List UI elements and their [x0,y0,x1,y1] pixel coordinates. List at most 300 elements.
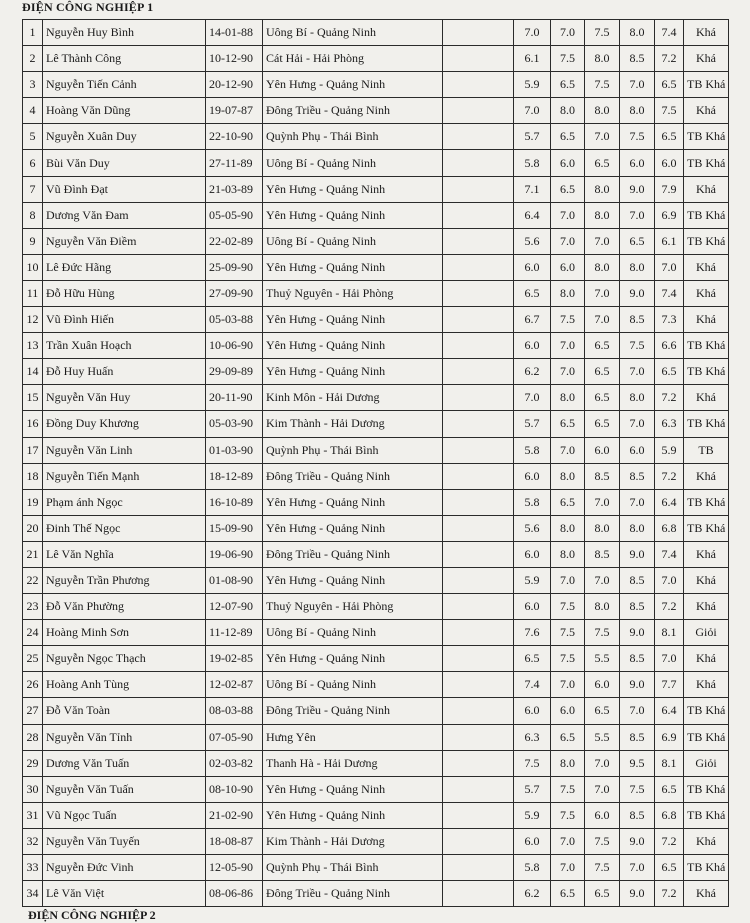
score-4: 9.0 [620,828,655,854]
student-name: Đỗ Huy Huấn [43,359,206,385]
score-2: 8.0 [551,385,585,411]
row-number: 14 [23,359,43,385]
score-1: 7.5 [514,750,551,776]
score-1: 6.7 [514,307,551,333]
score-3: 8.5 [585,463,620,489]
table-row [23,46,729,72]
score-1: 5.9 [514,72,551,98]
average-score: 6.5 [655,359,684,385]
student-name: Vũ Ngọc Tuấn [43,802,206,828]
score-4: 9.0 [620,672,655,698]
score-4: 7.0 [620,855,655,881]
table-row [23,124,729,150]
score-3: 8.5 [585,541,620,567]
hometown: Uông Bí - Quảng Ninh [263,20,443,46]
score-4: 8.0 [620,20,655,46]
hometown: Yên Hưng - Quảng Ninh [263,359,443,385]
blank-cell [443,489,514,515]
score-3: 6.5 [585,411,620,437]
row-number: 26 [23,672,43,698]
score-4: 9.0 [620,280,655,306]
score-2: 7.0 [551,228,585,254]
classification: Khá [684,307,729,333]
row-number: 21 [23,541,43,567]
score-2: 6.0 [551,254,585,280]
average-score: 6.9 [655,724,684,750]
student-name: Nguyễn Tiến Cảnh [43,72,206,98]
date-of-birth: 19-02-85 [206,646,263,672]
score-4: 6.5 [620,228,655,254]
score-4: 9.0 [620,541,655,567]
classification: TB Khá [684,333,729,359]
row-number: 32 [23,828,43,854]
score-1: 5.8 [514,150,551,176]
row-number: 31 [23,802,43,828]
average-score: 8.1 [655,620,684,646]
score-4: 8.5 [620,463,655,489]
score-1: 6.0 [514,828,551,854]
score-4: 6.0 [620,150,655,176]
blank-cell [443,307,514,333]
score-3: 7.5 [585,828,620,854]
hometown: Uông Bí - Quảng Ninh [263,620,443,646]
blank-cell [443,150,514,176]
student-name: Hoàng Minh Sơn [43,620,206,646]
score-1: 6.0 [514,698,551,724]
score-4: 8.5 [620,646,655,672]
student-name: Phạm ánh Ngọc [43,489,206,515]
score-1: 6.2 [514,881,551,907]
score-4: 7.0 [620,489,655,515]
table-row [23,698,729,724]
row-number: 20 [23,515,43,541]
student-name: Nguyễn Huy Bình [43,20,206,46]
hometown: Kinh Môn - Hải Dương [263,385,443,411]
score-3: 7.5 [585,855,620,881]
score-3: 8.0 [585,515,620,541]
score-3: 6.5 [585,698,620,724]
hometown: Uông Bí - Quảng Ninh [263,672,443,698]
date-of-birth: 29-09-89 [206,359,263,385]
score-2: 7.0 [551,20,585,46]
hometown: Yên Hưng - Quảng Ninh [263,646,443,672]
score-1: 7.0 [514,385,551,411]
table-row [23,855,729,881]
score-3: 8.0 [585,176,620,202]
student-name: Đỗ Hữu Hùng [43,280,206,306]
row-number: 13 [23,333,43,359]
blank-cell [443,437,514,463]
date-of-birth: 16-10-89 [206,489,263,515]
classification: Khá [684,98,729,124]
row-number: 3 [23,72,43,98]
table-row [23,594,729,620]
table-row [23,672,729,698]
classification: TB Khá [684,724,729,750]
average-score: 8.1 [655,750,684,776]
date-of-birth: 19-07-87 [206,98,263,124]
score-2: 6.0 [551,698,585,724]
hometown: Yên Hưng - Quảng Ninh [263,567,443,593]
hometown: Quỳnh Phụ - Thái Bình [263,124,443,150]
classification: TB Khá [684,776,729,802]
score-1: 6.2 [514,359,551,385]
score-2: 6.5 [551,411,585,437]
average-score: 7.4 [655,280,684,306]
hometown: Hưng Yên [263,724,443,750]
score-3: 7.0 [585,776,620,802]
student-name: Vũ Đình Hiến [43,307,206,333]
row-number: 2 [23,46,43,72]
score-2: 7.0 [551,855,585,881]
table-row [23,72,729,98]
hometown: Uông Bí - Quảng Ninh [263,228,443,254]
student-name: Lê Đức Hãng [43,254,206,280]
blank-cell [443,124,514,150]
score-4: 7.0 [620,359,655,385]
score-4: 7.5 [620,333,655,359]
score-4: 8.5 [620,567,655,593]
score-2: 6.5 [551,724,585,750]
average-score: 6.4 [655,489,684,515]
date-of-birth: 12-02-87 [206,672,263,698]
date-of-birth: 15-09-90 [206,515,263,541]
row-number: 17 [23,437,43,463]
hometown: Đông Triều - Quảng Ninh [263,698,443,724]
score-1: 5.7 [514,411,551,437]
score-2: 6.5 [551,881,585,907]
student-name: Nguyễn Ngọc Thạch [43,646,206,672]
student-name: Đỗ Văn Toàn [43,698,206,724]
classification: TB Khá [684,698,729,724]
date-of-birth: 11-12-89 [206,620,263,646]
score-2: 8.0 [551,280,585,306]
blank-cell [443,280,514,306]
blank-cell [443,463,514,489]
score-3: 6.0 [585,437,620,463]
row-number: 25 [23,646,43,672]
score-2: 7.5 [551,46,585,72]
date-of-birth: 01-08-90 [206,567,263,593]
average-score: 7.0 [655,646,684,672]
score-1: 5.7 [514,776,551,802]
hometown: Yên Hưng - Quảng Ninh [263,202,443,228]
blank-cell [443,98,514,124]
score-1: 5.9 [514,802,551,828]
score-1: 5.6 [514,515,551,541]
hometown: Kim Thành - Hải Dương [263,411,443,437]
average-score: 6.9 [655,202,684,228]
score-4: 7.5 [620,124,655,150]
score-1: 7.6 [514,620,551,646]
row-number: 30 [23,776,43,802]
score-4: 7.0 [620,202,655,228]
hometown: Kim Thành - Hải Dương [263,828,443,854]
score-4: 8.5 [620,724,655,750]
score-2: 7.5 [551,594,585,620]
score-2: 6.5 [551,124,585,150]
table-row [23,333,729,359]
blank-cell [443,20,514,46]
hometown: Thanh Hà - Hải Dương [263,750,443,776]
table-row [23,202,729,228]
average-score: 7.2 [655,881,684,907]
score-4: 7.0 [620,72,655,98]
score-3: 6.5 [585,359,620,385]
row-number: 18 [23,463,43,489]
student-name: Đỗ Văn Phường [43,594,206,620]
row-number: 33 [23,855,43,881]
blank-cell [443,567,514,593]
score-4: 8.0 [620,98,655,124]
hometown: Yên Hưng - Quảng Ninh [263,254,443,280]
table-row [23,646,729,672]
classification: Khá [684,463,729,489]
date-of-birth: 18-12-89 [206,463,263,489]
date-of-birth: 05-05-90 [206,202,263,228]
score-3: 6.5 [585,150,620,176]
row-number: 6 [23,150,43,176]
average-score: 6.3 [655,411,684,437]
row-number: 22 [23,567,43,593]
student-name: Trần Xuân Hoạch [43,333,206,359]
average-score: 7.2 [655,828,684,854]
classification: Khá [684,672,729,698]
date-of-birth: 21-02-90 [206,802,263,828]
blank-cell [443,672,514,698]
score-2: 7.5 [551,802,585,828]
table-row [23,228,729,254]
score-3: 8.0 [585,254,620,280]
row-number: 28 [23,724,43,750]
row-number: 9 [23,228,43,254]
score-2: 7.0 [551,672,585,698]
blank-cell [443,411,514,437]
student-name: Lê Văn Nghĩa [43,541,206,567]
hometown: Uông Bí - Quảng Ninh [263,150,443,176]
score-4: 8.0 [620,254,655,280]
date-of-birth: 14-01-88 [206,20,263,46]
score-1: 6.0 [514,541,551,567]
score-3: 7.0 [585,489,620,515]
score-2: 8.0 [551,98,585,124]
classification: TB Khá [684,802,729,828]
hometown: Yên Hưng - Quảng Ninh [263,333,443,359]
student-name: Nguyễn Văn Điềm [43,228,206,254]
row-number: 10 [23,254,43,280]
score-1: 7.1 [514,176,551,202]
score-3: 8.0 [585,594,620,620]
classification: Khá [684,881,729,907]
average-score: 5.9 [655,437,684,463]
date-of-birth: 10-12-90 [206,46,263,72]
date-of-birth: 27-09-90 [206,280,263,306]
score-2: 7.0 [551,359,585,385]
score-3: 7.0 [585,307,620,333]
row-number: 29 [23,750,43,776]
score-1: 7.4 [514,672,551,698]
table-row [23,411,729,437]
score-2: 7.5 [551,646,585,672]
classification: TB Khá [684,359,729,385]
blank-cell [443,385,514,411]
score-4: 8.0 [620,515,655,541]
average-score: 6.4 [655,698,684,724]
table-row [23,489,729,515]
score-2: 7.0 [551,828,585,854]
score-2: 7.5 [551,620,585,646]
student-name: Bùi Văn Duy [43,150,206,176]
average-score: 6.5 [655,72,684,98]
table-row [23,359,729,385]
hometown: Yên Hưng - Quảng Ninh [263,307,443,333]
score-2: 7.0 [551,202,585,228]
score-1: 6.0 [514,463,551,489]
row-number: 16 [23,411,43,437]
score-4: 7.0 [620,698,655,724]
student-name: Lê Thành Công [43,46,206,72]
score-4: 8.5 [620,594,655,620]
average-score: 7.2 [655,594,684,620]
classification: TB Khá [684,150,729,176]
average-score: 7.7 [655,672,684,698]
average-score: 7.0 [655,254,684,280]
classification: Giỏi [684,750,729,776]
classification: Khá [684,20,729,46]
score-2: 6.5 [551,489,585,515]
score-2: 8.0 [551,750,585,776]
score-3: 7.0 [585,228,620,254]
hometown: Thuỷ Nguyên - Hải Phòng [263,280,443,306]
table-row [23,724,729,750]
classification: TB Khá [684,411,729,437]
score-3: 7.5 [585,72,620,98]
score-1: 7.0 [514,98,551,124]
classification: TB Khá [684,228,729,254]
date-of-birth: 02-03-82 [206,750,263,776]
classification: TB Khá [684,489,729,515]
score-3: 7.0 [585,750,620,776]
average-score: 6.8 [655,515,684,541]
date-of-birth: 20-12-90 [206,72,263,98]
score-1: 6.3 [514,724,551,750]
student-name: Đinh Thế Ngọc [43,515,206,541]
blank-cell [443,254,514,280]
blank-cell [443,750,514,776]
table-body [23,20,729,907]
score-2: 8.0 [551,515,585,541]
next-section-title: ĐIỆN CÔNG NGHIỆP 2 [28,908,156,922]
score-1: 5.9 [514,567,551,593]
date-of-birth: 18-08-87 [206,828,263,854]
score-4: 9.0 [620,881,655,907]
student-name: Đồng Duy Khương [43,411,206,437]
score-4: 8.5 [620,802,655,828]
hometown: Đông Triều - Quảng Ninh [263,98,443,124]
classification: Khá [684,176,729,202]
table-row [23,828,729,854]
score-1: 6.4 [514,202,551,228]
hometown: Yên Hưng - Quảng Ninh [263,776,443,802]
average-score: 6.5 [655,776,684,802]
blank-cell [443,802,514,828]
table-row [23,802,729,828]
row-number: 15 [23,385,43,411]
table-row [23,280,729,306]
date-of-birth: 08-06-86 [206,881,263,907]
blank-cell [443,594,514,620]
score-1: 5.8 [514,855,551,881]
student-name: Nguyễn Đức Vinh [43,855,206,881]
score-2: 7.0 [551,437,585,463]
table-row [23,98,729,124]
score-3: 8.0 [585,46,620,72]
classification: TB [684,437,729,463]
date-of-birth: 22-02-89 [206,228,263,254]
score-4: 6.0 [620,437,655,463]
score-1: 5.6 [514,228,551,254]
score-3: 8.0 [585,98,620,124]
score-4: 7.5 [620,776,655,802]
score-1: 5.7 [514,124,551,150]
score-3: 6.5 [585,385,620,411]
blank-cell [443,541,514,567]
hometown: Cát Hải - Hải Phòng [263,46,443,72]
blank-cell [443,202,514,228]
row-number: 12 [23,307,43,333]
average-score: 6.0 [655,150,684,176]
hometown: Đông Triều - Quảng Ninh [263,463,443,489]
average-score: 7.4 [655,20,684,46]
classification: TB Khá [684,855,729,881]
score-3: 8.0 [585,202,620,228]
classification: Giỏi [684,620,729,646]
classification: Khá [684,385,729,411]
table-row [23,307,729,333]
classification: Khá [684,567,729,593]
student-name: Hoàng Anh Tùng [43,672,206,698]
hometown: Yên Hưng - Quảng Ninh [263,802,443,828]
table-row [23,437,729,463]
average-score: 7.3 [655,307,684,333]
score-1: 6.5 [514,280,551,306]
classification: Khá [684,828,729,854]
table-row [23,176,729,202]
classification: Khá [684,646,729,672]
blank-cell [443,72,514,98]
average-score: 6.6 [655,333,684,359]
average-score: 7.2 [655,46,684,72]
classification: Khá [684,254,729,280]
score-1: 7.0 [514,20,551,46]
row-number: 8 [23,202,43,228]
student-name: Nguyễn Trần Phương [43,567,206,593]
classification: TB Khá [684,202,729,228]
table-row [23,150,729,176]
average-score: 7.4 [655,541,684,567]
average-score: 7.9 [655,176,684,202]
hometown: Quỳnh Phụ - Thái Bình [263,855,443,881]
score-3: 7.0 [585,124,620,150]
date-of-birth: 19-06-90 [206,541,263,567]
blank-cell [443,724,514,750]
table-row [23,385,729,411]
student-name: Dương Văn Đam [43,202,206,228]
score-4: 8.5 [620,46,655,72]
average-score: 6.8 [655,802,684,828]
score-3: 5.5 [585,724,620,750]
section-title: ĐIỆN CÔNG NGHIỆP 1 [22,0,154,14]
